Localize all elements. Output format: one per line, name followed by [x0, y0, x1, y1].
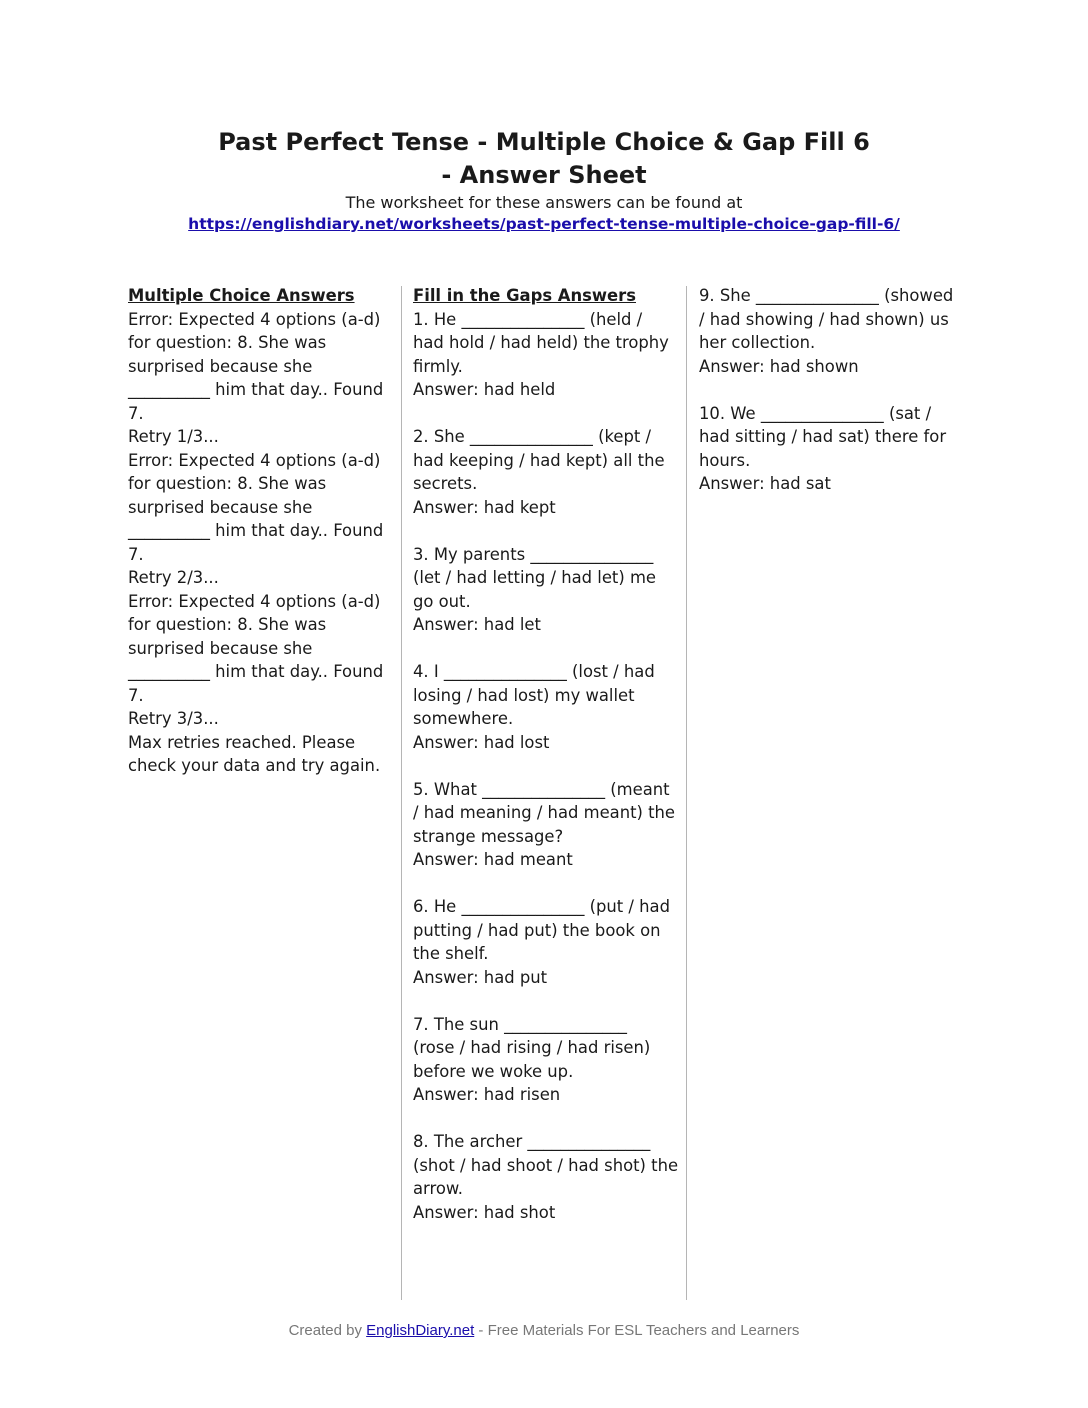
- gap-fill-heading: Fill in the Gaps Answers: [413, 286, 636, 305]
- multiple-choice-line: Max retries reached. Please: [128, 732, 356, 752]
- gap-fill-question: [699, 284, 961, 378]
- question-text-line: hours.: [699, 450, 751, 470]
- question-text-line: go out.: [413, 591, 471, 611]
- column-divider-1: [401, 286, 402, 1300]
- column-divider-2: [686, 286, 687, 1300]
- multiple-choice-line: 7.: [128, 685, 144, 705]
- question-text-line: (let / had letting / had let) me: [413, 568, 656, 587]
- gap-fill-question: [413, 660, 675, 754]
- multiple-choice-line: Retry 3/3...: [128, 709, 219, 728]
- question-text-line: secrets.: [413, 474, 478, 493]
- gap-fill-column-1: [413, 284, 679, 1248]
- question-text-line: 8. The archer _______________: [413, 1132, 651, 1151]
- worksheet-link[interactable]: https://englishdiary.net/worksheets/past-perfect-tense-multiple-choice-gap-fill-6/: [188, 215, 900, 233]
- question-text-line: had hold / had held) the trophy: [413, 333, 669, 352]
- question-text-line: losing / had lost) my wallet: [413, 685, 635, 705]
- footer-prefix: Created by: [288, 1322, 367, 1339]
- question-text-line: had sitting / had sat) there for: [699, 427, 947, 446]
- question-answer: Answer: had put: [413, 967, 548, 987]
- question-text-line: arrow.: [413, 1179, 464, 1198]
- question-text-line: strange message?: [413, 826, 564, 846]
- question-text-line: 4. I _______________ (lost / had: [413, 662, 655, 681]
- question-text-line: 6. He _______________ (put / had: [413, 897, 670, 916]
- multiple-choice-line: __________ him that day.. Found: [128, 380, 384, 399]
- footer-link[interactable]: EnglishDiary.net: [366, 1322, 475, 1339]
- multiple-choice-line: Retry 2/3...: [128, 568, 219, 587]
- gap-fill-question: [413, 895, 675, 989]
- question-text-line: / had meaning / had meant) the: [413, 803, 676, 822]
- multiple-choice-line: 7.: [128, 544, 144, 564]
- multiple-choice-line: Error: Expected 4 options (a-d): [128, 450, 381, 470]
- question-text-line: 2. She _______________ (kept /: [413, 427, 652, 446]
- gap-fill-question: [413, 308, 675, 402]
- multiple-choice-line: surprised because she: [128, 497, 313, 517]
- question-text-line: 10. We _______________ (sat /: [699, 403, 932, 423]
- question-text-line: putting / had put) the book on: [413, 920, 661, 940]
- question-answer: Answer: had let: [413, 615, 541, 634]
- question-text-line: somewhere.: [413, 709, 514, 728]
- multiple-choice-line: for question: 8. She was: [128, 333, 327, 352]
- gap-fill-column-2: [699, 284, 961, 519]
- title-line-2: - Answer Sheet: [441, 161, 647, 189]
- question-text-line: / had showing / had shown) us: [699, 309, 949, 329]
- question-text-line: (rose / had rising / had risen): [413, 1038, 651, 1057]
- question-text-line: her collection.: [699, 333, 816, 352]
- page-title: [160, 126, 928, 192]
- question-answer: Answer: had kept: [413, 497, 556, 517]
- title-line-1: Past Perfect Tense - Multiple Choice & Gap Fill 6: [218, 128, 870, 156]
- question-text-line: had keeping / had kept) all the: [413, 450, 665, 470]
- gap-fill-items-1: [413, 308, 679, 1225]
- multiple-choice-line: Retry 1/3...: [128, 427, 219, 446]
- multiple-choice-lines: [128, 308, 390, 778]
- question-answer: Answer: had shot: [413, 1202, 556, 1222]
- question-text-line: (shot / had shoot / had shot) the: [413, 1155, 679, 1175]
- multiple-choice-line: Error: Expected 4 options (a-d): [128, 309, 381, 329]
- question-answer: Answer: had sat: [699, 474, 831, 493]
- footer: [0, 1321, 1088, 1341]
- question-text-line: 1. He _______________ (held /: [413, 309, 643, 329]
- question-text-line: before we woke up.: [413, 1061, 574, 1081]
- question-answer: Answer: had lost: [413, 732, 550, 752]
- question-text-line: firmly.: [413, 356, 463, 376]
- multiple-choice-line: check your data and try again.: [128, 756, 381, 775]
- gap-fill-question: [699, 402, 961, 496]
- multiple-choice-line: surprised because she: [128, 638, 313, 658]
- question-text-line: the shelf.: [413, 944, 489, 963]
- gap-fill-items-2: [699, 284, 961, 496]
- question-answer: Answer: had shown: [699, 356, 859, 376]
- multiple-choice-heading: Multiple Choice Answers: [128, 286, 355, 305]
- multiple-choice-line: for question: 8. She was: [128, 474, 327, 493]
- gap-fill-question: [413, 1013, 675, 1107]
- question-answer: Answer: had held: [413, 380, 556, 399]
- multiple-choice-line: for question: 8. She was: [128, 615, 327, 634]
- gap-fill-question: [413, 778, 675, 872]
- multiple-choice-line: __________ him that day.. Found: [128, 521, 384, 540]
- question-text-line: 7. The sun _______________: [413, 1014, 627, 1034]
- multiple-choice-column: [128, 284, 390, 778]
- multiple-choice-line: 7.: [128, 403, 144, 423]
- footer-suffix: - Free Materials For ESL Teachers and Learners: [474, 1322, 800, 1339]
- gap-fill-question: [413, 543, 675, 637]
- question-text-line: 3. My parents _______________: [413, 544, 654, 564]
- worksheet-note: The worksheet for these answers can be found at: [345, 193, 743, 212]
- gap-fill-question: [413, 1130, 679, 1224]
- question-answer: Answer: had meant: [413, 850, 573, 869]
- question-answer: Answer: had risen: [413, 1085, 561, 1104]
- multiple-choice-line: __________ him that day.. Found: [128, 662, 384, 681]
- multiple-choice-line: Error: Expected 4 options (a-d): [128, 591, 381, 611]
- question-text-line: 9. She _______________ (showed: [699, 286, 954, 305]
- worksheet-url-line: [0, 213, 1088, 235]
- gap-fill-question: [413, 425, 675, 519]
- multiple-choice-line: surprised because she: [128, 356, 313, 376]
- question-text-line: 5. What _______________ (meant: [413, 779, 670, 799]
